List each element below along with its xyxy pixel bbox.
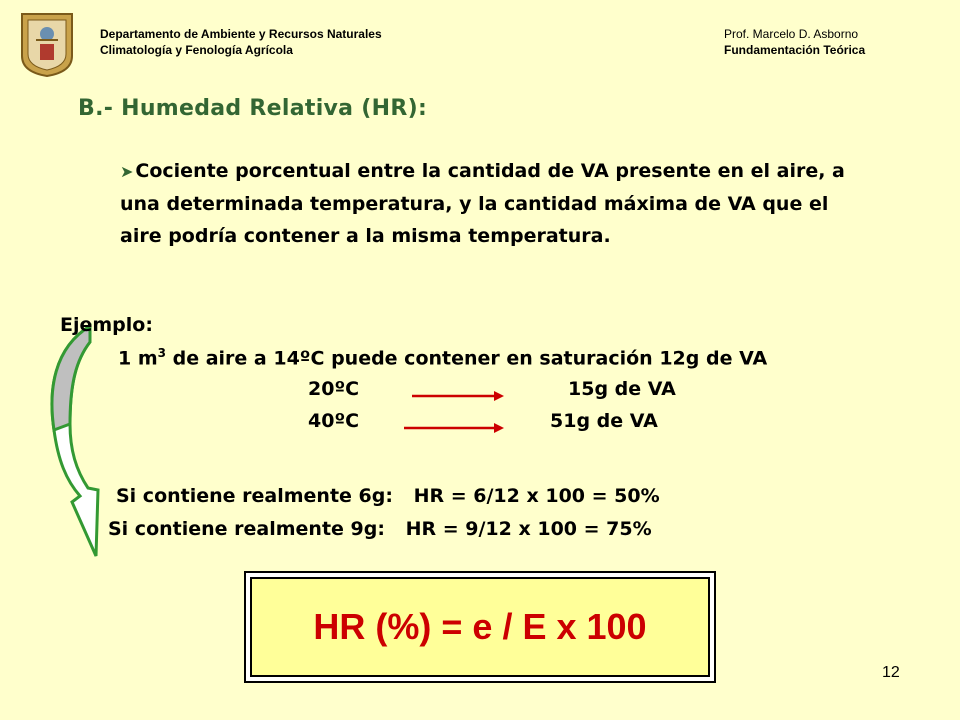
header-section: Fundamentación Teórica — [724, 43, 866, 57]
right-arrow-icon — [404, 421, 504, 435]
arrow-bullet-icon: ➤ — [120, 162, 134, 181]
section-title: B.- Humedad Relativa (HR): — [78, 96, 428, 121]
header-course-name: Climatología y Fenología Agrícola — [100, 43, 293, 57]
example-saturation-line — [118, 346, 767, 369]
header-professor: Prof. Marcelo D. Asborno — [724, 27, 859, 41]
header-department-name: Departamento de Ambiente y Recursos Naturales — [100, 27, 382, 41]
case-6g-calc: HR = 6/12 x 100 = 50% — [413, 485, 660, 507]
university-seal-icon — [18, 10, 76, 78]
example-value-51: 51g de VA — [550, 410, 658, 432]
curved-arrow-icon — [36, 320, 106, 560]
formula-text: HR (%) = e / E x 100 — [313, 606, 647, 647]
definition-paragraph — [120, 155, 860, 252]
example-value-15: 15g de VA — [568, 378, 676, 400]
formula-box — [244, 571, 716, 683]
definition-text: Cociente porcentual entre la cantidad de VA presente en el aire, a una determinada temperatura, y la cantidad máxima de VA que el aire podría contener a la misma temperatura. — [120, 160, 845, 247]
case-9g-calc: HR = 9/12 x 100 = 75% — [405, 518, 652, 540]
example-line-superscript: 3 — [157, 346, 166, 360]
case-6g-label: Si contiene realmente 6g: — [116, 485, 393, 507]
example-line-suffix: de aire a 14ºC puede contener en saturación 12g de VA — [166, 347, 768, 370]
right-arrow-icon — [412, 389, 504, 403]
example-temp-20: 20ºC — [308, 378, 360, 400]
example-temp-40: 40ºC — [308, 410, 360, 432]
page-number: 12 — [882, 664, 900, 681]
header-department — [100, 26, 382, 58]
case-9g — [108, 518, 652, 540]
header-author — [724, 26, 865, 58]
case-9g-label: Si contiene realmente 9g: — [108, 518, 385, 540]
example-label: Ejemplo: — [60, 314, 153, 336]
example-line-prefix: 1 m — [118, 347, 158, 370]
case-6g — [116, 485, 660, 507]
formula-inner — [250, 577, 710, 677]
